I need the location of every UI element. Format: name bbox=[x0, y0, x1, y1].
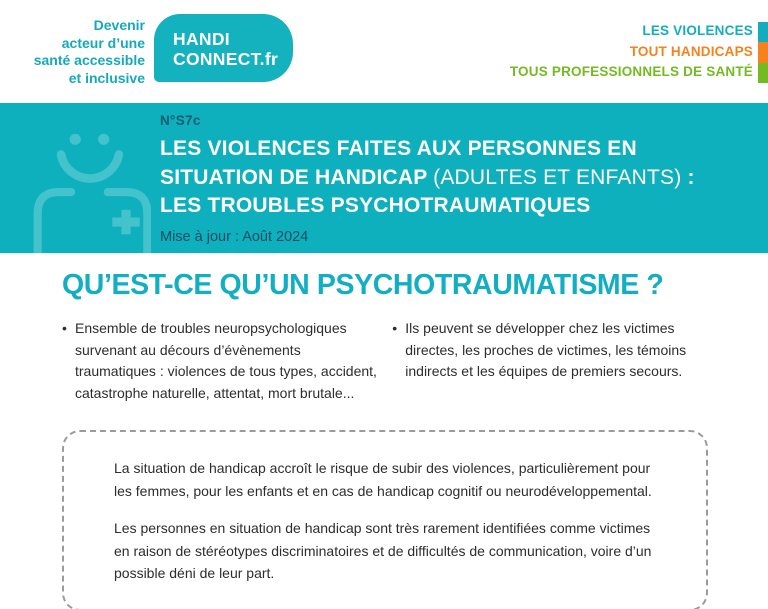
title-line-2 bbox=[160, 164, 768, 193]
key-facts-callout bbox=[62, 430, 708, 609]
smiling-doctor-icon bbox=[33, 121, 151, 253]
title-line2-colon: : bbox=[681, 165, 695, 189]
sheet-number: N°S7c bbox=[160, 113, 201, 128]
bar-segment-teal bbox=[758, 22, 768, 42]
topic-handicaps: TOUT HANDICAPS bbox=[629, 43, 753, 59]
page-header bbox=[0, 0, 768, 103]
update-date: Mise à jour : Août 2024 bbox=[160, 228, 309, 245]
topic-professionnels: TOUS PROFESSIONNELS DE SANTÉ bbox=[509, 64, 753, 79]
topic-tags bbox=[510, 0, 753, 83]
bullet-column-left bbox=[62, 318, 380, 404]
bullet-column-right bbox=[392, 318, 728, 404]
callout-paragraph-2: Les personnes en situation de handicap sont très rarement identifiées comme victimes en raison de stéréotypes discriminatoires et de difficultés de communication, voire d’un possible déni de leur part. bbox=[114, 520, 652, 581]
bullet-list-left bbox=[62, 318, 380, 404]
brand-tagline bbox=[0, 0, 145, 87]
list-item: • Ensemble de troubles neuropsychologiques survenant au décours d’évènements traumatiques : violences de tous types, accident, catastrophe naturelle, attentat, mort brutale... bbox=[62, 318, 380, 404]
title-banner bbox=[0, 103, 768, 253]
tagline-line: santé accessible bbox=[33, 52, 145, 68]
topic-violences: LES VIOLENCES bbox=[642, 23, 753, 38]
tagline-line: et inclusive bbox=[68, 69, 145, 86]
bullet-list-right bbox=[392, 318, 728, 383]
tagline-line: Devenir bbox=[93, 17, 145, 33]
tagline-line: acteur d’une bbox=[61, 34, 145, 51]
bar-segment-orange bbox=[758, 42, 768, 62]
document-title bbox=[160, 135, 768, 221]
section-title: QU’EST-CE QU’UN PSYCHOTRAUMATISME ? bbox=[62, 269, 664, 301]
banner-content bbox=[160, 103, 768, 245]
title-line2-regular: (ADULTES ET ENFANTS) bbox=[433, 165, 682, 189]
bar-segment-green bbox=[758, 63, 768, 83]
topic-color-bar bbox=[758, 22, 768, 83]
bullet-columns bbox=[62, 318, 728, 404]
list-item: • Ils peuvent se développer chez les victimes directes, les proches de victimes, les témoins indirects et les équipes de premiers secours. bbox=[392, 318, 728, 383]
handiconnect-logo bbox=[154, 14, 293, 82]
logo-line2: CONNECT.fr bbox=[173, 49, 279, 69]
main-content bbox=[0, 253, 768, 609]
title-line2-bold: SITUATION DE HANDICAP bbox=[160, 165, 434, 189]
callout-paragraph-1: La situation de handicap accroît le risque de subir des violences, particulièrement pour les femmes, pour les enfants et en cas de handicap cognitif ou neurodéveloppemental. bbox=[114, 460, 652, 499]
title-line-1: LES VIOLENCES FAITES AUX PERSONNES EN bbox=[160, 137, 637, 160]
title-line-3: LES TROUBLES PSYCHOTRAUMATIQUES bbox=[160, 194, 591, 217]
logo-line1: HANDI bbox=[173, 29, 230, 49]
